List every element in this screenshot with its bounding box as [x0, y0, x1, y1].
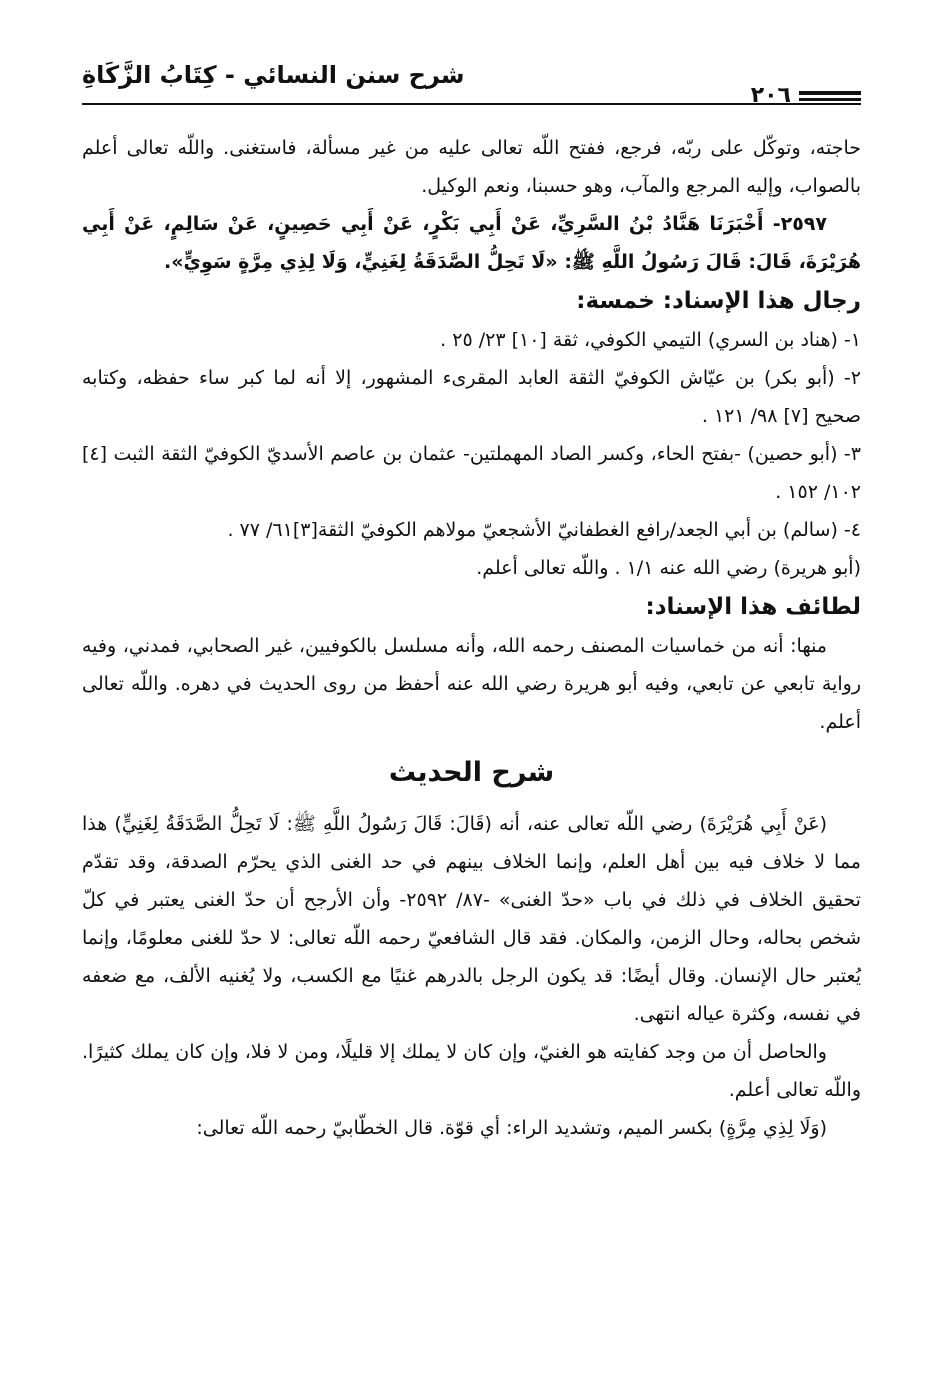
lataif-heading: لطائف هذا الإسناد: [645, 594, 861, 620]
page-header [82, 55, 861, 107]
narrator-3: ٣- (أبو حصين) -بفتح الحاء، وكسر الصاد المهملتين- عثمان بن عاصم الأسديّ الكوفيّ الثقة الثبت [٤] ١٠٢/ ١٥٢ . [82, 443, 861, 503]
hadith-text: ٢٥٩٧- أَخْبَرَنَا هَنَّادُ بْنُ السَّرِيِّ، عَنْ أَبِي بَكْرٍ، عَنْ أَبِي حَصِينٍ، عَنْ سَالِمٍ، عَنْ أَبِي هُرَيْرَةَ، قَالَ: قَالَ رَسُولُ اللَّهِ ﷺ: «لَا تَحِلُّ الصَّدَقَةُ لِغَنِيٍّ، وَلَا لِذِي مِرَّةٍ سَوِيٍّ». [82, 213, 861, 273]
sharh-paragraph-3: (وَلَا لِذِي مِرَّةٍ) بكسر الميم، وتشديد الراء: أي قوّة. قال الخطّابيّ رحمه اللّه تعالى: [196, 1117, 827, 1139]
header-rule-ornament [799, 91, 861, 101]
lataif-text: منها: أنه من خماسيات المصنف رحمه الله، وأنه مسلسل بالكوفيين، غير الصحابي، فمدني، وفيه رواية تابعي عن تابعي، وفيه أبو هريرة رضي الله عنه أحفظ من روى الحديث في دهره. واللّه تعالى أعلم. [82, 635, 861, 733]
narrator-4: ٤- (سالم) بن أبي الجعد/رافع الغطفانيّ الأشجعيّ مولاهم الكوفيّ الثقة[٣]٦١/ ٧٧ . [227, 519, 861, 541]
sharh-paragraph-1: (عَنْ أَبِي هُرَيْرَةَ) رضي اللّه تعالى عنه، أنه (قَالَ: قَالَ رَسُولُ اللَّهِ ﷺ: لَا تَحِلُّ الصَّدَقَةُ لِغَنِيٍّ) هذا مما لا خلاف فيه بين أهل العلم، وإنما الخلاف بينهم في حد الغنى الذي يحرّم الصدقة، وقد تقدّم تحقيق الخلاف في ذلك في باب «حدّ الغنى» -٨٧/ ٢٥٩٢- وأن الأرجح أن حدّ الغنى يعتبر في كلّ شخص بحاله، وحال الزمن، والمكان. فقد قال الشافعيّ رحمه اللّه تعالى: لا حدّ للغنى معلومًا، وإنما يُعتبر حال الإنسان. وقال أيضًا: قد يكون الرجل بالدرهم غنيًا مع الكسب، ولا يُغنيه الألف، مع ضعفه في نفسه، وكثرة عياله انتهى. [82, 813, 861, 1025]
narrator-1: ١- (هناد بن السري) التيمي الكوفي، ثقة [١٠] ٢٣/ ٢٥ . [440, 329, 861, 351]
page-number: ٢٠٦ [750, 83, 791, 108]
header-rule [82, 103, 861, 105]
narrator-2: ٢- (أبو بكر) بن عيّاش الكوفيّ الثقة العابد المقرىء المشهور، إلا أنه لما كبر ساء حفظه، وكتابه صحيح [٧] ٩٨/ ١٢١ . [82, 367, 861, 427]
sharh-heading: شرح الحديث [388, 757, 555, 788]
page-body [82, 129, 861, 1147]
rijal-heading: رجال هذا الإسناد: خمسة: [576, 288, 861, 314]
narrator-5: (أبو هريرة) رضي الله عنه ١/١ . واللّه تعالى أعلم. [476, 557, 861, 579]
sharh-paragraph-2: والحاصل أن من وجد كفايته هو الغنيّ، وإن كان لا يملك إلا قليلًا، ومن لا فلا، وإن كان يملك كثيرًا. واللّه تعالى أعلم. [82, 1041, 861, 1101]
paragraph-intro: حاجته، وتوكّل على ربّه، فرجع، ففتح اللّه تعالى عليه من غير مسألة، فاستغنى. واللّه تعالى أعلم بالصواب، وإليه المرجع والمآب، وهو حسبنا، ونعم الوكيل. [82, 137, 861, 197]
running-title: شرح سنن النسائي - كِتَابُ الزَّكَاةِ [82, 61, 465, 89]
